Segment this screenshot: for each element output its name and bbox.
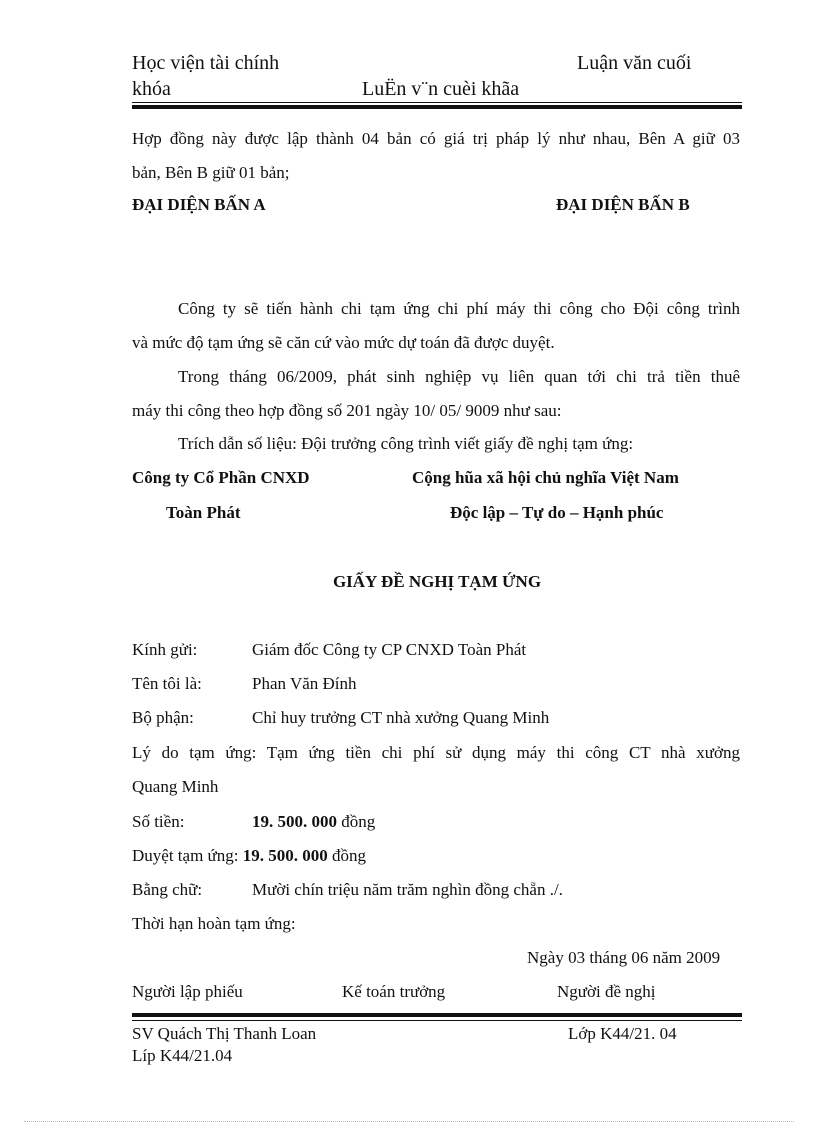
signature-requester: Người đề nghị [557, 982, 656, 1001]
header-course: khóa [132, 78, 171, 100]
ly-do-line1: Lý do tạm ứng: Tạm ứng tiền chi phí sử dụng máy thi công CT nhà xưởng [132, 743, 740, 762]
body-paragraph-1 [132, 292, 740, 360]
signature-preparer: Người lập phiếu [132, 982, 243, 1001]
ly-do-field [132, 736, 740, 804]
body-p1-line2: và mức độ tạm ứng sẽ căn cứ vào mức dự toán đã được duyệt. [132, 333, 555, 352]
signature-chief-accountant: Kế toán trưởng [342, 982, 446, 1001]
bo-phan-value: Chỉ huy trưởng CT nhà xưởng Quang Minh [252, 708, 550, 727]
rep-b: ĐẠI DIỆN BẤN B [556, 195, 690, 214]
so-tien-amount: 19. 500. 000 [252, 812, 337, 831]
bang-chu-label: Bằng chữ: [132, 880, 203, 899]
footer-rule-thin [132, 1020, 742, 1021]
body-p1-line1: Công ty sẽ tiến hành chi tạm ứng chi phí máy thi công cho Đội công trình [178, 299, 740, 318]
duyet-amount: 19. 500. 000 [242, 846, 328, 865]
republic-name: Cộng hũa xã hội chủ nghĩa Việt Nam [412, 468, 679, 487]
so-tien-value [252, 812, 375, 832]
kinh-gui-value: Giám đốc Công ty CP CNXD Toàn Phát [252, 640, 527, 659]
ly-do-line2: Quang Minh [132, 777, 219, 796]
header-rule-thick [132, 105, 742, 109]
body-paragraph-2 [132, 360, 740, 428]
footer-rule-thick [132, 1013, 742, 1017]
contract-note-line2: bản, Bên B giữ 01 bản; [132, 163, 290, 182]
body-p2-line2: máy thi công theo hợp đồng số 201 ngày 10/ 05/ 9009 như sau: [132, 401, 562, 420]
header-thesis-garbled: LuËn v¨n cuèi khãa [362, 78, 520, 100]
thoi-han-label: Thời hạn hoàn tạm ứng: [132, 914, 296, 933]
header-rule-thin [132, 102, 742, 103]
ten-label: Tên tôi là: [132, 674, 202, 693]
company-name: Công ty Cổ Phần CNXD [132, 468, 310, 487]
rep-a: ĐẠI DIỆN BẤN A [132, 195, 266, 214]
kinh-gui-label: Kính gửi: [132, 640, 198, 659]
company-name-line2: Toàn Phát [166, 503, 241, 522]
bang-chu-value: Mười chín triệu năm trăm nghìn đồng chẵn ./. [252, 880, 563, 899]
contract-note-line1: Hợp đồng này được lập thành 04 bản có giá trị pháp lý như nhau, Bên A giữ 03 [132, 129, 740, 148]
so-tien-unit: đồng [337, 812, 376, 831]
republic-motto: Độc lập – Tự do – Hạnh phúc [450, 503, 664, 522]
duyet-tam-ung-field [132, 846, 366, 866]
duyet-label: Duyệt tạm ứng: [132, 846, 239, 865]
document-title: GIẤY ĐỀ NGHỊ TẠM ỨNG [332, 572, 542, 591]
date-line: Ngày 03 tháng 06 năm 2009 [527, 948, 721, 967]
so-tien-label: Số tiền: [132, 812, 185, 831]
ten-value: Phan Văn Đính [252, 674, 357, 693]
footer-class: Lớp K44/21. 04 [568, 1024, 677, 1043]
footer-author: SV Quách Thị Thanh Loan [132, 1024, 317, 1043]
header-thesis-label: Luận văn cuối [577, 52, 692, 74]
header-institution: Học viện tài chính [132, 52, 280, 74]
body-paragraph-3: Trích dẫn số liệu: Đội trưởng công trình viết giấy đề nghị tạm ứng: [178, 434, 634, 453]
bo-phan-label: Bộ phận: [132, 708, 194, 727]
duyet-unit: đồng [327, 846, 366, 865]
footer-class-garbled: Líp K44/21.04 [132, 1046, 233, 1065]
contract-note [132, 122, 740, 190]
body-p2-line1: Trong tháng 06/2009, phát sinh nghiệp vụ liên quan tới chi trả tiền thuê [178, 367, 740, 386]
page-edge-divider [24, 1121, 794, 1122]
